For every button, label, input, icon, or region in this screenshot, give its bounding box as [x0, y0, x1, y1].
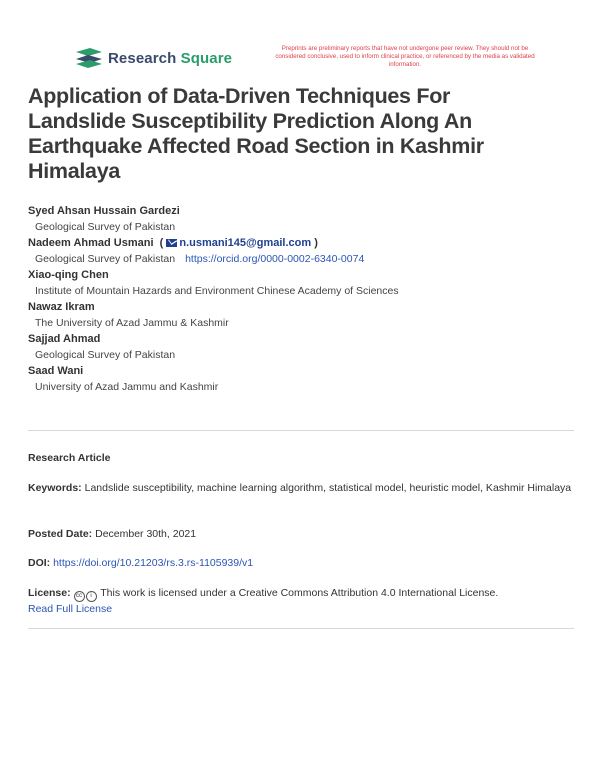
read-full-license-link[interactable]: Read Full License — [28, 603, 113, 615]
author-name: Xiao-qing Chen — [28, 269, 109, 281]
author-item — [28, 300, 578, 332]
by-icon: i — [86, 591, 97, 602]
author-list — [28, 204, 578, 396]
author-email-link[interactable]: n.usmani145@gmail.com — [179, 237, 312, 249]
author-name: Saad Wani — [28, 365, 84, 377]
research-square-logo[interactable] — [76, 48, 232, 68]
author-item — [28, 236, 578, 268]
author-name: Sajjad Ahmad — [28, 333, 101, 345]
author-item — [28, 364, 578, 396]
posted-date: Posted Date: December 30th, 2021 — [28, 528, 197, 540]
author-affiliation: Institute of Mountain Hazards and Environment Chinese Academy of Sciences — [35, 285, 399, 297]
author-item — [28, 332, 578, 364]
envelope-icon — [166, 239, 177, 247]
author-name: Nawaz Ikram — [28, 301, 95, 313]
paper-title: Application of Data-Driven Techniques For Landslide Susceptibility Prediction Along An Earthquake Affected Road Section in Kashmir Himalaya — [28, 84, 484, 183]
author-name: Syed Ahsan Hussain Gardezi — [28, 205, 180, 217]
author-name-row: Nadeem Ahmad Usmani ( n.usmani145@gmail.com ) — [28, 237, 318, 249]
research-square-logo-icon — [76, 48, 102, 68]
article-type: Research Article — [28, 452, 111, 464]
author-item — [28, 204, 578, 236]
preprint-disclaimer: Preprints are preliminary reports that have not undergone peer review. They should not be considered conclusive, used to inform clinical practice, or referenced by the media as validated information. — [275, 45, 535, 68]
author-item — [28, 268, 578, 300]
author-affiliation: University of Azad Jammu and Kashmir — [35, 381, 219, 393]
keywords: Keywords: Landslide susceptibility, machine learning algorithm, statistical model, heuristic model, Kashmir Himalaya — [28, 482, 572, 494]
author-name: Nadeem Ahmad Usmani — [28, 237, 154, 249]
author-affiliation-row — [28, 252, 578, 268]
doi: DOI: https://doi.org/10.21203/rs.3.rs-1105939/v1 — [28, 557, 254, 569]
doi-link[interactable]: https://doi.org/10.21203/rs.3.rs-1105939/v1 — [53, 557, 254, 569]
orcid-link[interactable]: https://orcid.org/0000-0002-6340-0074 — [185, 253, 365, 265]
author-affiliation: Geological Survey of Pakistan — [35, 221, 176, 233]
divider — [28, 628, 574, 629]
cc-icon: cc — [74, 591, 85, 602]
logo-wordmark: Research Square — [108, 49, 233, 67]
license: License: cc i This work is licensed under a Creative Commons Attribution 4.0 International License. Read Full License — [28, 587, 499, 615]
author-affiliation: The University of Azad Jammu & Kashmir — [35, 317, 229, 329]
divider — [28, 430, 574, 431]
author-affiliation: Geological Survey of Pakistan — [35, 253, 176, 265]
author-affiliation: Geological Survey of Pakistan — [35, 349, 176, 361]
